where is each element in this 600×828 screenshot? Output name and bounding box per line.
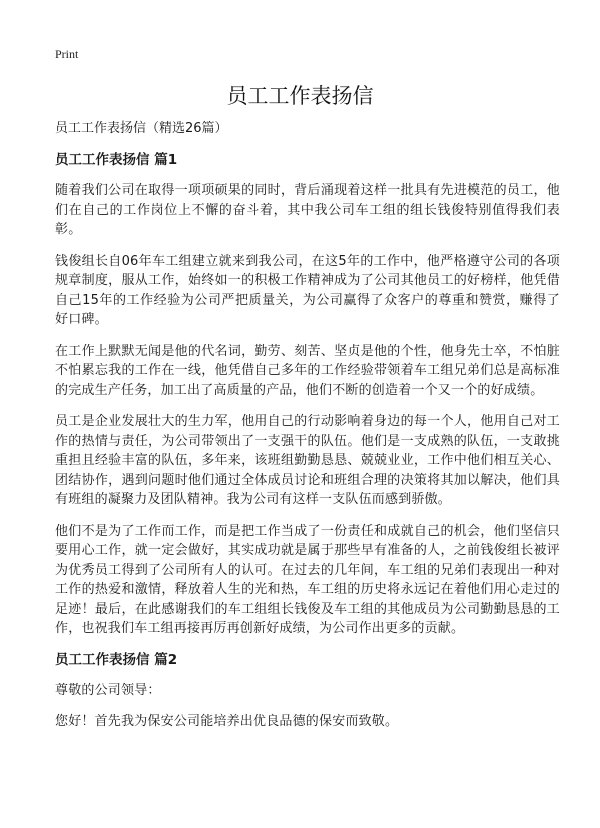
document-subtitle: 员工工作表扬信（精选26篇） [55,121,228,136]
salutation: 尊敬的公司领导： [55,682,161,698]
section-2 [55,651,560,732]
section-1 [55,151,560,639]
paragraph: 随着我们公司在取得一项项硕果的同时，背后涌现着这样一批具有先进模范的员工，他们在自己的工作岗位上不懈的奋斗着，其中我公司车工组的组长钱俊特别值得我们表彰。 [55,183,560,237]
print-link[interactable]: Print [55,47,79,61]
paragraph: 钱俊组长自06年车工组建立就来到我公司，在这5年的工作中，他严格遵守公司的各项规章制度，服从工作，始终如一的积极工作精神成为了公司其他员工的好榜样，他凭借自己15年的工作经验为公司严把质量关，为公司赢得了众客户的尊重和赞赏，赚得了好口碑。 [55,253,560,327]
paragraph: 在工作上默默无闻是他的代名词，勤劳、刻苦、坚贞是他的个性，他身先士卒，不怕脏不怕累忘我的工作在一线，他凭借自己多年的工作经验带领着车工组兄弟们总是高标准的完成生产任务，加工出了高质量的产品，他们不断的创造着一个又一个的好成绩。 [55,343,560,398]
paragraph: 他们不是为了工作而工作，而是把工作当成了一份责任和成就自己的机会，他们坚信只要用心工作，就一定会做好，其实成功就是属于那些早有准备的人，之前钱俊组长被评为优秀员工得到了公司所有人的认可。在过去的几年间，车工组的兄弟们表现出一种对工作的热爱和激情，释放着人生的光和热，车工组的历史将永远记在着他们用心走过的足迹！最后，在此感谢我们的车工组组长钱俊及车工组的其他成员为公司勤勤恳恳的工作，也祝我们车工组再接再厉再创新好成绩，为公司作出更多的贡献。 [55,523,560,636]
paragraph: 您好！首先我为保安公司能培养出优良品德的保安而致敬。 [55,714,399,729]
section-heading: 员工工作表扬信 篇1 [55,152,178,168]
section-heading: 员工工作表扬信 篇2 [55,651,178,668]
page-title: 员工工作表扬信 [226,84,374,108]
document-body [55,120,560,744]
paragraph: 员工是企业发展壮大的生力军，他用自己的行动影响着身边的每一个人，他用自己对工作的热情与责任，为公司带领出了一支强干的队伍。他们是一支成熟的队伍，一支敢挑重担且经验丰富的队伍，多年来，该班组勤勤恳恳、兢兢业业，工作中他们相互关心、团结协作，遇到问题时他们通过全体成员讨论和班组合理的决策将其加以解决，他们具有班组的凝聚力及团队精神。我为公司有这样一支队伍而感到骄傲。 [55,414,560,507]
